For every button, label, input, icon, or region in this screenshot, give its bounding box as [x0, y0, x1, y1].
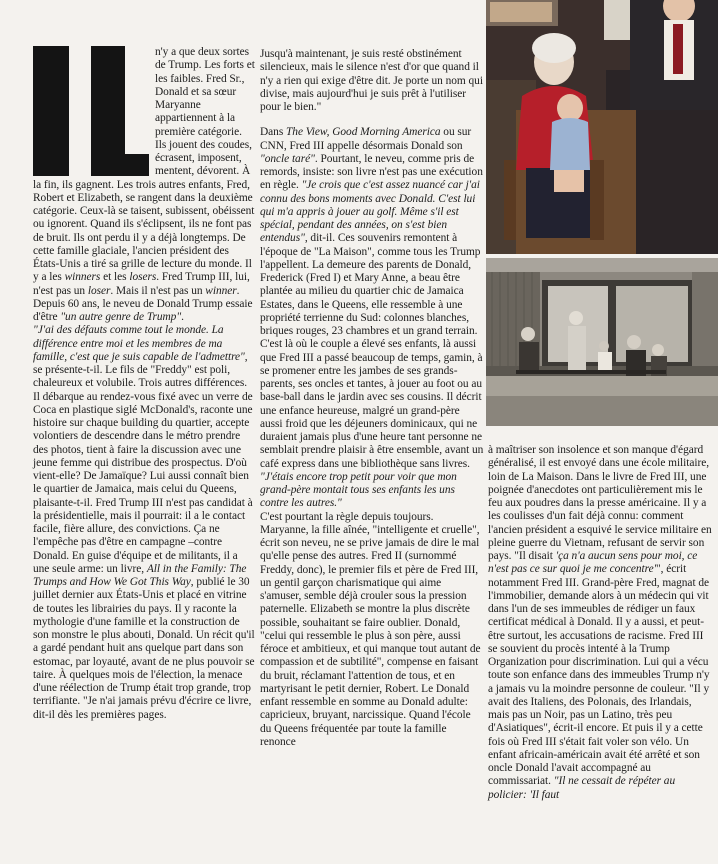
paragraph-fred-intro: "J'ai des défauts comme tout le monde. La différence entre moi et les membres de ma famille, c'est que je suis capable de l'admettre", se présente-t-il. Le fils de "Freddy" est poli, chaleureux et volubile. Trois autres différences. Il débarque au rendez-vous fixé avec un verre de Coca en plastique siglé McDonald's, raconte une histoire sur chaque building du quartier, accepte volontiers de descendre dans le métro prendre des photos, tient à faire la discussion avec une jeune femme qui distribue des prospectus. D'où vient-elle? De Jamaïque? Lui aussi connaît bien le quartier de Jamaica, mais celui du Queens, plaisante-t-il. Fred Trump III n'est pas candidat à la présidentielle, mais il pourrait: il a le contact facile, fière allure, des convictions. Ça ne l'empêche pas d'être en campagne –contre Donald. En guise d'équipe et de militants, il a une seule arme: un livre, All in the Family: The Trumps and How We Got This Way, publié le 30 juillet dernier aux États-Unis et placé en vitrine de toutes les librairies du pays. Il y raconte la mythologie d'une famille et la construction de son monstre le plus abouti, Donald. Un récit qu'il a gardé pendant huit ans quelque part dans son estomac, par loyauté, avant de ne plus pouvoir se taire. À quelques mois de l'élection, la menace d'une réélection de Trump était trop grande, trop terrifiante. "Je n'ai jamais prévu d'écrire ce livre, dit-il dès les premières pages. [33, 324, 255, 721]
family-photo-grandparents [486, 0, 718, 254]
paragraph-la-maison: Dans The View, Good Morning America ou sur CNN, Fred III appelle désormais Donald son "oncle taré". Pourtant, le neveu, comme pris de remords, insiste: son livre n'est pas une exécution en règle. "Je crois que c'est assez nuancé car j'ai connu des bons moments avec Donald. C'est lui qui m'a appris à jouer au golf. Même s'il est spécial, pendant des années, on s'est bien entendus", dit-il. Ces souvenirs remontent à l'époque de "La Maison", comme tous les Trump l'appellent. La demeure des parents de Donald, Frederick (Fred I) et Mary Anne, a beau être plantée au milieu du quartier chic de Jamaica Estates, dans le Queens, elle ressemble à une propriété terrienne du Sud: colonnes blanches, briques rouges, 23 chambres et un grand terrain. C'est là où le couple a élevé ses enfants, là aussi que Fred III a passé beaucoup de temps, gamin, à se promener entre les jambes de ses grands-parents, ses oncles et tantes, à jouer au foot ou au base-ball dans le jardin avec ses cousins. Il décrit une enfance heureuse, malgré un grand-père aussi froid que les déjeuners dominicaux, qui ne duraient jamais plus d'une heure tant personne ne semblait prendre plaisir à être ensemble, avant un café express dans une bibliothèque sans livres. "J'étais encore trop petit pour voir que mon grand-père montait tous ses enfants les uns contre les autres." [260, 126, 484, 510]
paragraph-intro: n'y a que deux sortes de Trump. Les forts et les faibles. Fred Sr., Donald et sa sœur Maryanne appartiennent à la première catégorie. Ils jouent des coudes, écrasent, imposent, mentent, dévorent. À la fin, ils gagnent. Les trois autres enfants, Fred, Robert et Elizabeth, se rangent dans la deuxième catégorie. Ceux-là se taisent, subissent, obéissent ou ignorent. Quand ils s'éclipsent, ils ne font pas de bruit. Ils ont perdu il y a déjà longtemps. De cette famille glaciale, l'ancien président des États-Unis a tiré sa grille de lecture du monde. Il y a les winners et les losers. Fred Trump III, lui, n'est pas un loser. Mais il n'est pas un winner. Depuis 60 ans, le neveu de Donald Trump essaie d'être "un autre genre de Trump". [33, 46, 255, 323]
dropcap-il [33, 46, 149, 176]
article-column-3 [488, 444, 714, 802]
paragraph-siblings: C'est pourtant la règle depuis toujours. Maryanne, la fille aînée, "intelligente et cruelle", écrit son neveu, ne se prive jamais de dire le mal qu'elle pense des autres. Fred II (surnommé Freddy, donc), le premier fils et père de Fred III, un gentil garçon charismatique qui aime s'amuser, semble déjà crouler sous la pression paternelle. Elizabeth se montre la plus discrète possible, souhaitant se faire oublier. Donald, "celui qui ressemble le plus à son père, aussi féroce et ambitieux, et qui manque tout autant de compassion et de subtilité", compense en faisant du bruit, réclamant l'attention de tous, et en martyrisant le petit dernier, Robert. Le Donald enfant ressemble en somme au Donald adulte: capricieux, bruyant, narcissique. Quand l'école du Queens fréquentée par toute la famille renonce [260, 510, 481, 748]
article-column-1 [33, 46, 255, 722]
article-column-2 [260, 48, 484, 749]
paragraph-silence: Jusqu'à maintenant, je suis resté obstinément silencieux, mais le silence n'est d'or que quand il n'y a rien qui exige d'être dit. Je porte un nom qui divise, mais aujourd'hui je suis prêt à l'utiliser pour le bien." [260, 48, 483, 113]
paragraph-military-racism: à maîtriser son insolence et son manque d'égard généralisé, il est envoyé dans une école militaire, loin de La Maison. Dans le livre de Fred III, une poignée d'anecdotes ont particulièrement mis le feu aux poudres dans la presse américaine. Il y a les coulisses d'un fait déjà connu: comment l'ancien président a esquivé le service militaire en pleine guerre du Vietnam, refusant de servir son pays. "Il disait 'ça n'a aucun sens pour moi, ce n'est pas ce sur quoi je me concentre'", écrit notamment Fred III. Grand-père Fred, magnat de l'immobilier, demande alors à un médecin qui vit dans l'un de ses immeubles de rédiger un faux certificat médical à Donald. Il y a aussi, et peut-être surtout, les accusations de racisme. Fred III se souvient du procès intenté à la Trump Organization pour discrimination. Lui qui a vécu toute son enfance dans des immeubles Trump n'y a jamais vu la moindre personne de couleur. "Il y avait des Italiens, des Polonais, des Irlandais, mais pas un Noir, pas un Latino, très peu d'Asiatiques", écrit-il encore. Et puis il y a cette fois où Fred III s'était fait voler son vélo. Un enfant africain-américain avait été arrêté et son oncle Donald l'avait accompagné au commissariat. "Il ne cessait de répéter au policier: 'Il faut [488, 444, 712, 801]
family-photo-porch [486, 258, 718, 426]
